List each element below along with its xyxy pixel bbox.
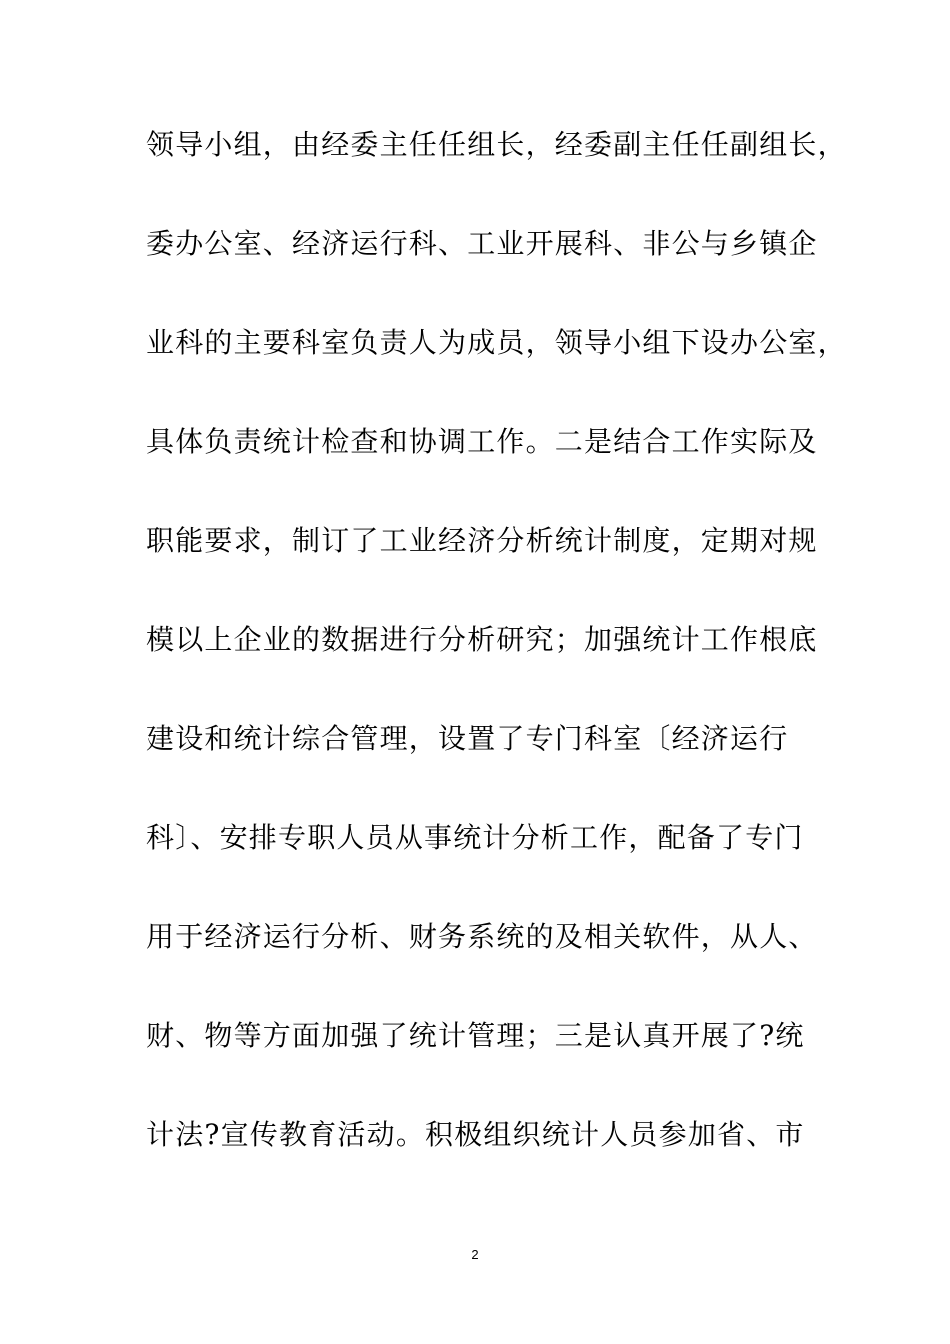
text-line: 计法?宣传教育活动。积极组织统计人员参加省、市 xyxy=(146,1118,805,1151)
text-line: 科〕、安排专职人员从事统计分析工作，配备了专门 xyxy=(146,821,804,854)
text-line: 建设和统计综合管理，设置了专门科室〔经济运行 xyxy=(146,722,789,755)
text-line: 领导小组，由经委主任任组长，经委副主任任副组长， xyxy=(146,128,847,161)
text-line: 用于经济运行分析、财务系统的及相关软件，从人、 xyxy=(146,920,818,953)
text-line: 财、物等方面加强了统计管理；三是认真开展了?统 xyxy=(146,1019,805,1052)
text-line: 业科的主要科室负责人为成员，领导小组下设办公室， xyxy=(146,326,847,359)
text-line: 模以上企业的数据进行分析研究；加强统计工作根底 xyxy=(146,623,818,656)
page-number: 2 xyxy=(471,1247,479,1262)
text-line: 委办公室、经济运行科、工业开展科、非公与乡镇企 xyxy=(146,227,818,260)
text-line: 具体负责统计检查和协调工作。二是结合工作实际及 xyxy=(146,425,818,458)
text-line: 职能要求，制订了工业经济分析统计制度，定期对规 xyxy=(146,524,818,557)
